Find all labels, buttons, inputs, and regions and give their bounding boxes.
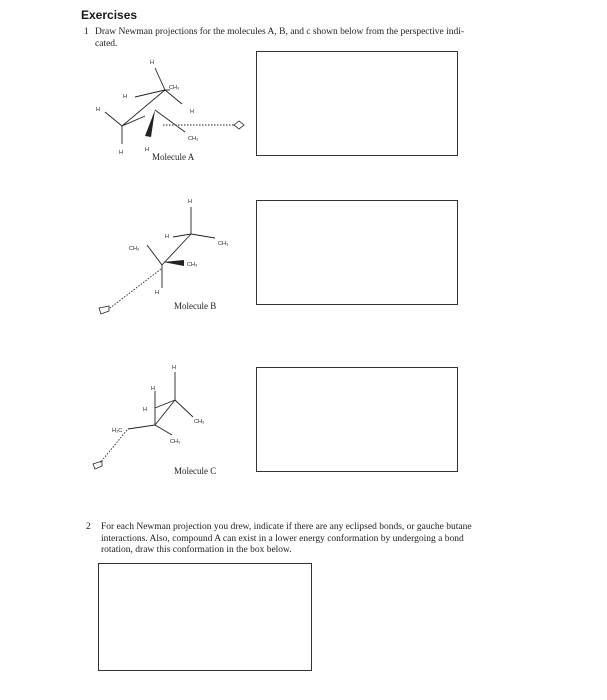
- question-2-text: [101, 522, 571, 557]
- molecule-a-atom: H: [145, 147, 149, 153]
- molecule-a-wedge-bond: [145, 110, 155, 137]
- molecule-c-answer-box[interactable]: [256, 367, 458, 472]
- molecule-a-atom: CH₃: [188, 136, 199, 142]
- molecule-b-atom: H: [155, 290, 159, 296]
- question-2-number: 2: [86, 522, 91, 532]
- molecule-a-atom: H: [123, 94, 127, 100]
- molecule-b-atom: H: [165, 234, 169, 240]
- molecule-c-atom: H: [151, 386, 155, 392]
- molecule-b-atom: CH₃: [187, 262, 198, 268]
- molecule-b-bond-left-ch3: [147, 245, 162, 265]
- molecule-a-bond-right-h: [165, 90, 182, 104]
- molecule-c-structure: [85, 360, 270, 480]
- molecule-a-bond-hash: [122, 116, 145, 126]
- molecule-b-bond-right-ch3: [191, 234, 215, 238]
- question-2-answer-box[interactable]: [98, 563, 312, 671]
- molecule-c-atom: CH₃: [170, 439, 181, 445]
- molecule-a-label: Molecule A: [152, 152, 195, 162]
- exercises-heading: Exercises: [81, 8, 138, 22]
- molecule-c-label: Molecule C: [174, 466, 217, 476]
- molecule-c-atom: H₃C: [112, 428, 123, 434]
- molecule-b-atom: H: [188, 199, 192, 205]
- question-2-line-3: rotation, draw this conformation in the box below.: [101, 545, 292, 555]
- molecule-a-atom: H: [96, 107, 100, 113]
- molecule-c-bond-right-ch3: [175, 400, 193, 417]
- molecule-a-atom: H: [190, 109, 194, 115]
- molecule-c-bond-bottom-ch3: [155, 425, 172, 435]
- molecule-a-answer-box[interactable]: [256, 51, 458, 156]
- eye-icon: [234, 121, 244, 129]
- molecule-b-atom: CH₃: [218, 241, 229, 247]
- molecule-a-bond-far-left-h: [105, 112, 122, 126]
- molecule-a-bond-top-h: [155, 68, 165, 90]
- molecule-a-atom: H: [150, 60, 154, 66]
- eye-icon: [99, 306, 109, 314]
- molecule-c-bond-left-h3c: [128, 425, 155, 429]
- molecule-b-label: Molecule B: [174, 301, 217, 311]
- molecule-c-atom: H: [143, 407, 147, 413]
- question-1-text: [95, 27, 575, 50]
- molecule-c-atom: H: [172, 365, 176, 371]
- molecule-b-view-line: [110, 269, 161, 308]
- question-1-number: 1: [84, 27, 89, 37]
- question-2-line-1: For each Newman projection you drew, indicate if there are any eclipsed bonds, or gauche butane: [101, 522, 472, 532]
- molecule-a-atom: CH₃: [169, 85, 180, 91]
- question-1-line-1: Draw Newman projections for the molecules A, B, and c shown below from the perspective indi-: [95, 27, 465, 37]
- molecule-b-atom: CH₃: [129, 246, 140, 252]
- molecule-a-bond-ch3-bottom: [155, 110, 185, 132]
- question-2-line-2: interactions. Also, compound A can exist in a lower energy conformation by undergoing a bond: [101, 533, 464, 544]
- molecule-c-atom: CH₃: [194, 419, 205, 425]
- molecule-c-view-line: [100, 430, 127, 463]
- molecule-b-answer-box[interactable]: [256, 200, 458, 305]
- eye-icon: [93, 461, 102, 469]
- molecule-a-atom: H: [119, 150, 123, 156]
- question-1-line-2: cated.: [95, 38, 118, 49]
